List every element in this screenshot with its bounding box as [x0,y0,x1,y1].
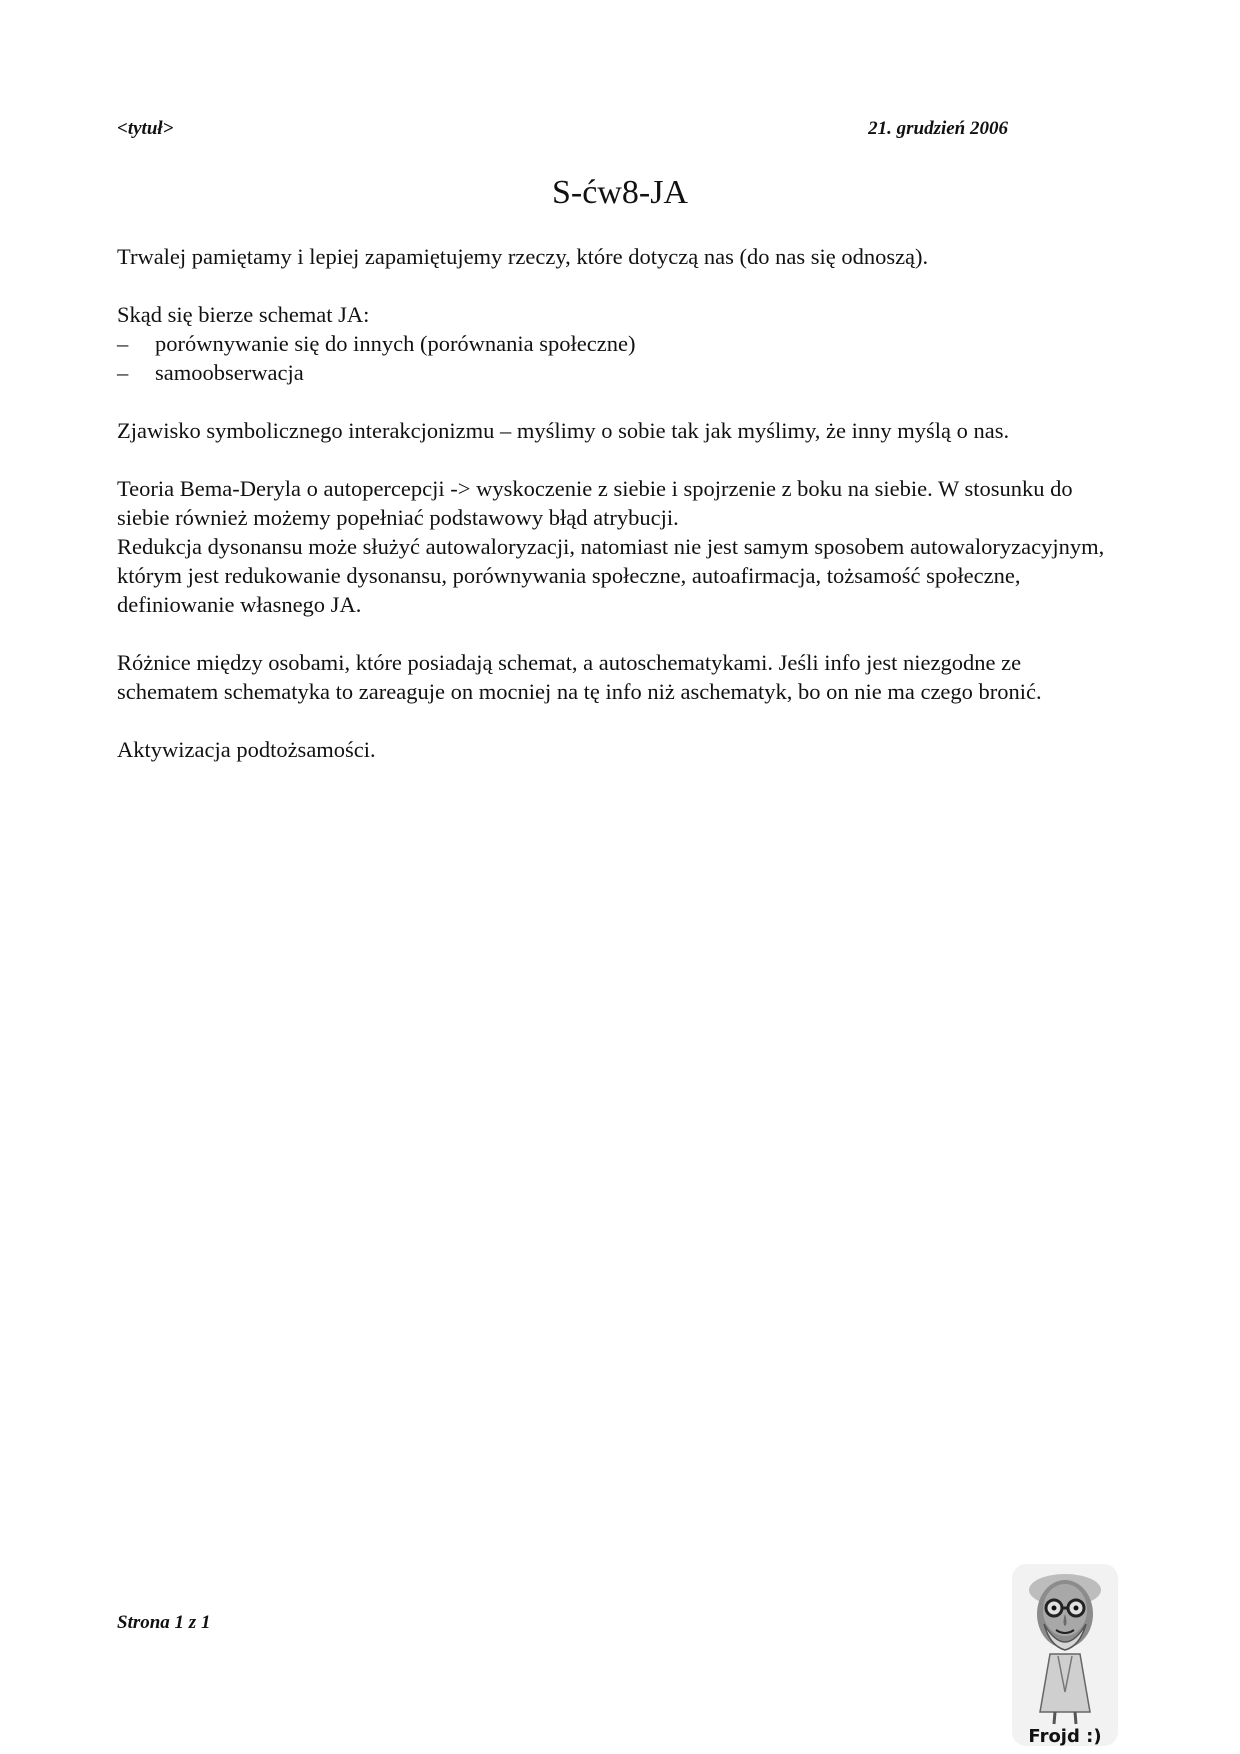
header-title-placeholder: <tytuł> [117,118,174,139]
list-item [117,358,1127,387]
dash-bullet: – [117,360,129,385]
paragraph-5: Różnice między osobami, które posiadają schemat, a autoschematykami. Jeśli info jest niezgodne ze schematem schematyka to zareaguje on mocniej na tę info niż aschematyk, bo on nie ma czego bronić. [117,650,1042,704]
list-item-text: samoobserwacja [155,360,304,385]
paragraph-4a: Teoria Bema-Deryla o autopercepcji -> wyskoczenie z siebie i spojrzenie z boku na siebie. W stosunku do siebie również możemy popełniać podstawowy błąd atrybucji. [117,476,1073,530]
document-title: S-ćw8-JA [552,174,688,211]
paragraph-1: Trwalej pamiętamy i lepiej zapamiętujemy rzeczy, które dotyczą nas (do nas się odnoszą). [117,244,929,269]
document-body [117,242,1127,793]
paragraph-2: Skąd się bierze schemat JA: [117,302,370,327]
dash-bullet: – [117,331,129,356]
page-number: Strona 1 z 1 [117,1612,211,1633]
bullet-list [117,329,1127,387]
paragraph-6: Aktywizacja podtożsamości. [117,737,376,762]
freud-caricature-logo [1010,1562,1120,1748]
logo-signature: Frojd :) [1028,1726,1102,1747]
paragraph-3: Zjawisko symbolicznego interakcjonizmu – myślimy o sobie tak jak myślimy, że inny myślą o nas. [117,418,1010,443]
paragraph-4b: Redukcja dysonansu może służyć autowaloryzacji, natomiast nie jest samym sposobem autowaloryzacyjnym, którym jest redukowanie dysonansu, porównywania społeczne, autoafirmacja, tożsamość społeczne, definiowanie własnego JA. [117,534,1105,617]
header-date: 21. grudzień 2006 [868,118,1008,139]
list-item-text: porównywanie się do innych (porównania społeczne) [155,331,636,356]
list-item [117,329,1127,358]
